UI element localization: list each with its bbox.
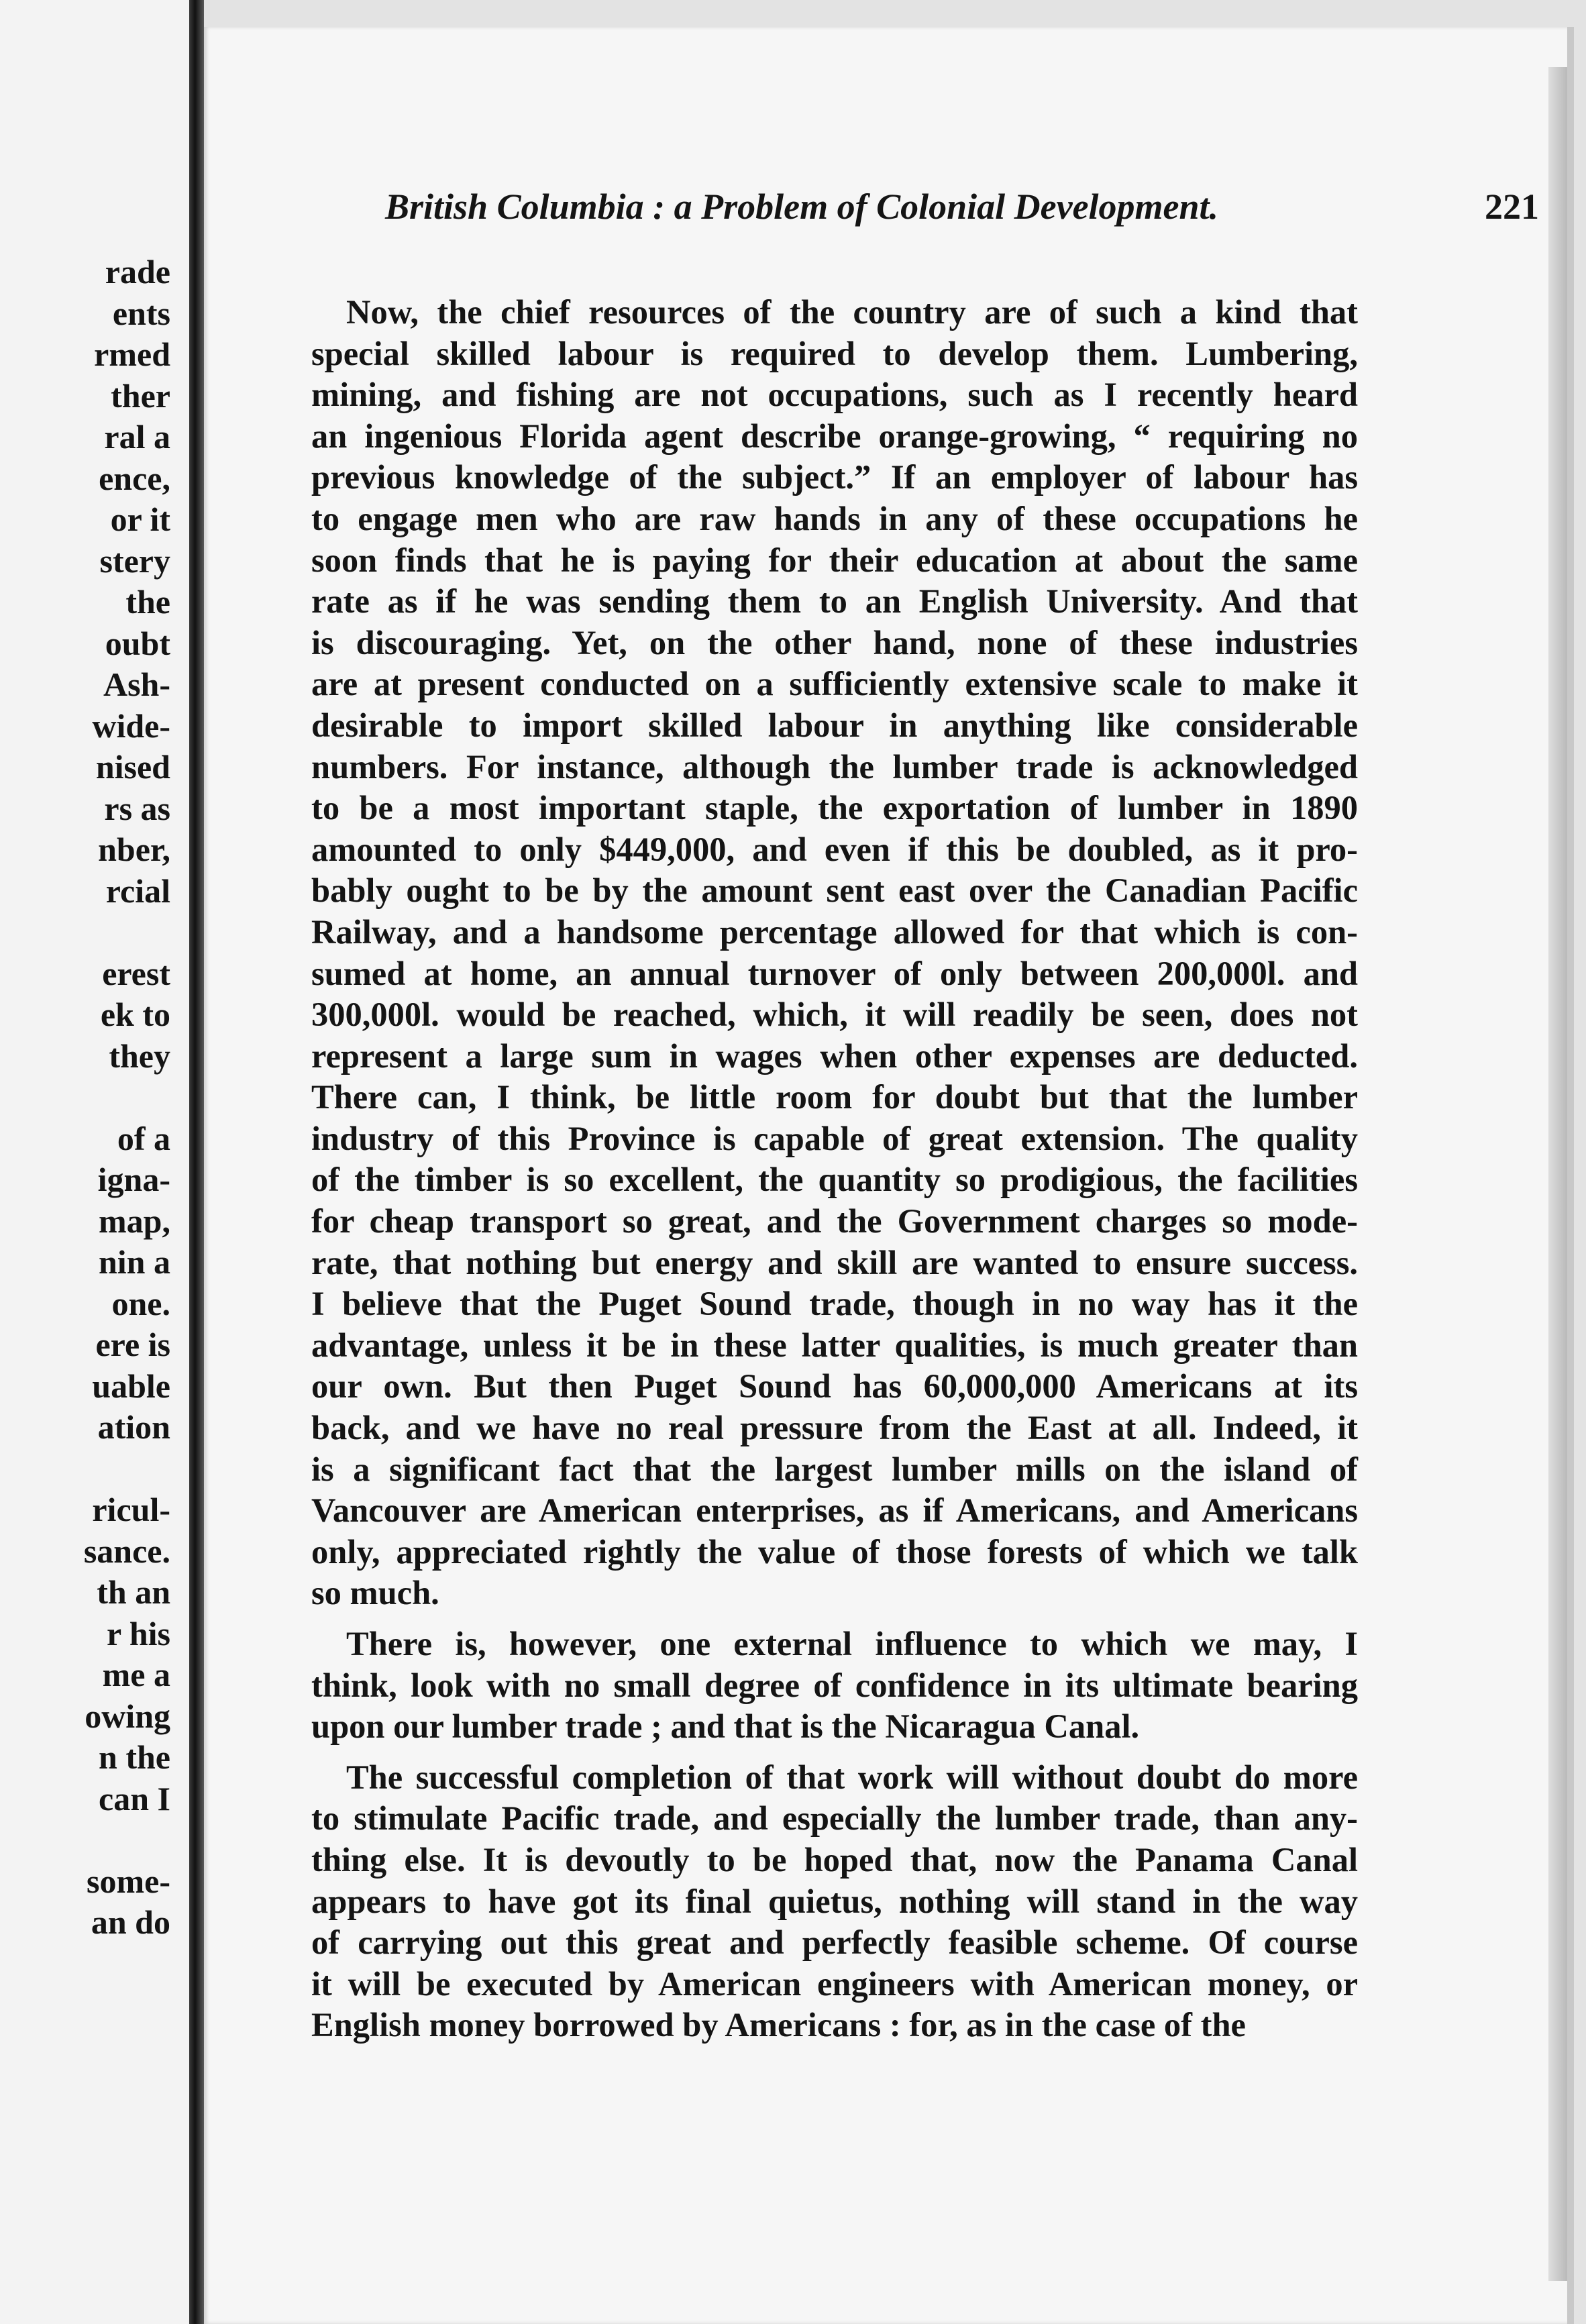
text-line: rate, that nothing but energy and skill are wanted to ensure success. (311, 1243, 1358, 1281)
left-page-fragment: n the (99, 1738, 170, 1776)
text-line: is a significant fact that the largest lumber mills on the island of (311, 1450, 1358, 1488)
text-line: industry of this Province is capable of great extension. The quality (311, 1119, 1358, 1157)
paragraph (311, 1757, 1358, 2046)
text-line: to be a most important staple, the exportation of lumber in 1890 (311, 789, 1358, 827)
text-line: advantage, unless it be in these latter qualities, is much greater than (311, 1326, 1358, 1364)
text-line: rate as if he was sending them to an English University. And that (311, 582, 1358, 621)
text-line: to engage men who are raw hands in any of these occupations he (311, 499, 1358, 537)
left-page-fragment: one. (111, 1284, 170, 1322)
left-page-fragment: rs as (104, 789, 170, 827)
left-page-fragment: nber, (98, 831, 170, 868)
left-page-fragment: rcial (105, 872, 170, 910)
running-head (385, 180, 1539, 233)
text-line: Vancouver are American enterprises, as if Americans, and Americans (311, 1491, 1358, 1530)
left-page-fragment: wide- (92, 706, 170, 745)
left-page-fragment: Ash- (103, 666, 170, 703)
left-page-fragment (0, 912, 170, 953)
text-line: bably ought to be by the amount sent east over the Canadian Pacific (311, 872, 1358, 910)
text-line: for cheap transport so great, and the Government charges so mode- (311, 1202, 1358, 1240)
left-page-fragment: map, (99, 1202, 170, 1240)
left-page-fragment: igna- (97, 1161, 170, 1198)
left-page-fragment: ther (111, 376, 170, 415)
text-line: think, look with no small degree of confidence in its ultimate bearing (311, 1666, 1358, 1704)
text-line: mining, and fishing are not occupations, such as I recently heard (311, 376, 1358, 414)
left-page-fragment: owing (85, 1697, 170, 1735)
text-line: sumed at home, an annual turnover of only between 200,000l. and (311, 954, 1358, 992)
text-line: 300,000l. would be reached, which, it will readily be seen, does not (311, 996, 1358, 1034)
page-number: 221 (1485, 187, 1539, 227)
left-page-fragment: ation (97, 1408, 170, 1446)
left-page-fragment: r his (107, 1614, 170, 1652)
left-page-fragment: rmed (94, 335, 170, 373)
left-page-fragment: me a (102, 1656, 170, 1693)
left-page-fragment: can I (99, 1779, 170, 1817)
left-page-fragment: the (125, 583, 170, 621)
paragraph (311, 1624, 1358, 1748)
paragraph (311, 292, 1358, 1614)
paragraph-gap (311, 1614, 1358, 1624)
left-page-fragment: or it (110, 500, 170, 538)
left-page-fragment: nin a (98, 1243, 170, 1281)
right-page (204, 27, 1574, 2324)
text-line: English money borrowed by Americans : for, as in the case of the (311, 2006, 1246, 2044)
page-edge-shadow (1548, 67, 1567, 2281)
text-line: soon finds that he is paying for their education at about the same (311, 541, 1358, 579)
left-page-fragment: an do (91, 1903, 170, 1941)
text-line: so much. (311, 1574, 439, 1612)
text-line: of the timber is so excellent, the quantity so prodigious, the facilities (311, 1161, 1358, 1199)
left-page-fragment: ral a (104, 418, 170, 456)
left-page-fragment: ence, (99, 459, 170, 497)
text-line: represent a large sum in wages when other expenses are deducted. (311, 1037, 1358, 1075)
left-page-fragment: ents (112, 294, 170, 332)
text-line: upon our lumber trade ; and that is the Nicaragua Canal. (311, 1707, 1140, 1746)
left-page-fragment (0, 1077, 170, 1118)
left-page-fragment: some- (87, 1862, 170, 1900)
text-line: thing else. It is devoutly to be hoped that, now the Panama Canal (311, 1840, 1358, 1879)
text-line: numbers. For instance, although the lumber trade is acknowledged (311, 747, 1358, 786)
text-line: is discouraging. Yet, on the other hand, none of these industries (311, 623, 1358, 662)
left-page-fragment: sance. (83, 1532, 170, 1570)
text-line: only, appreciated rightly the value of those forests of which we talk (311, 1532, 1358, 1571)
left-page-fragment: nised (95, 748, 170, 786)
left-page-fragment: oubt (105, 624, 170, 662)
text-line: special skilled labour is required to develop them. Lumbering, (311, 334, 1358, 372)
text-line: our own. But then Puget Sound has 60,000,000 Americans at its (311, 1367, 1358, 1406)
left-page-fragment: rade (105, 253, 170, 290)
left-page-fragment: they (109, 1037, 170, 1075)
text-line: back, and we have no real pressure from the East at all. Indeed, it (311, 1409, 1358, 1447)
left-facing-page (0, 0, 189, 2324)
text-line: The successful completion of that work will without doubt do more (346, 1758, 1358, 1796)
book-gutter (189, 0, 204, 2324)
left-page-fragment: of a (117, 1119, 170, 1157)
left-page-fragment: ricul- (92, 1491, 170, 1528)
text-line: There is, however, one external influence to which we may, I (346, 1625, 1358, 1662)
paragraph-gap (311, 1748, 1358, 1757)
body-text (311, 292, 1358, 2046)
text-line: it will be executed by American engineers with American money, or (311, 1964, 1358, 2003)
text-line: are at present conducted on a sufficiently extensive scale to make it (311, 665, 1358, 703)
text-line: appears to have got its final quietus, nothing will stand in the way (311, 1882, 1358, 1920)
text-line: to stimulate Pacific trade, and especially the lumber trade, than any- (311, 1799, 1358, 1838)
text-line: Railway, and a handsome percentage allowed for that which is con- (311, 912, 1358, 951)
left-page-fragment (0, 1448, 170, 1490)
left-page-fragment: uable (92, 1367, 170, 1405)
left-page-fragment: ere is (95, 1326, 170, 1363)
left-page-fragment: stery (99, 541, 170, 580)
text-line: amounted to only $449,000, and even if this be doubled, as it pro- (311, 830, 1358, 868)
text-line: an ingenious Florida agent describe orange-growing, “ requiring no (311, 417, 1358, 455)
left-page-fragment: erest (102, 954, 170, 992)
text-line: desirable to import skilled labour in anything like considerable (311, 706, 1358, 744)
left-page-fragment: ek to (100, 996, 170, 1033)
left-page-fragment (0, 1819, 170, 1861)
text-line: There can, I think, be little room for doubt but that the lumber (311, 1078, 1358, 1116)
left-page-fragment: th an (97, 1573, 170, 1611)
text-line: of carrying out this great and perfectly feasible scheme. Of course (311, 1923, 1358, 1962)
text-line: I believe that the Puget Sound trade, though in no way has it the (311, 1285, 1358, 1323)
text-line: previous knowledge of the subject.” If an employer of labour has (311, 458, 1358, 496)
running-title: British Columbia : a Problem of Colonial Development. (385, 187, 1219, 227)
text-line: Now, the chief resources of the country are of such a kind that (346, 293, 1358, 331)
left-page-text-fragments (0, 252, 170, 1944)
